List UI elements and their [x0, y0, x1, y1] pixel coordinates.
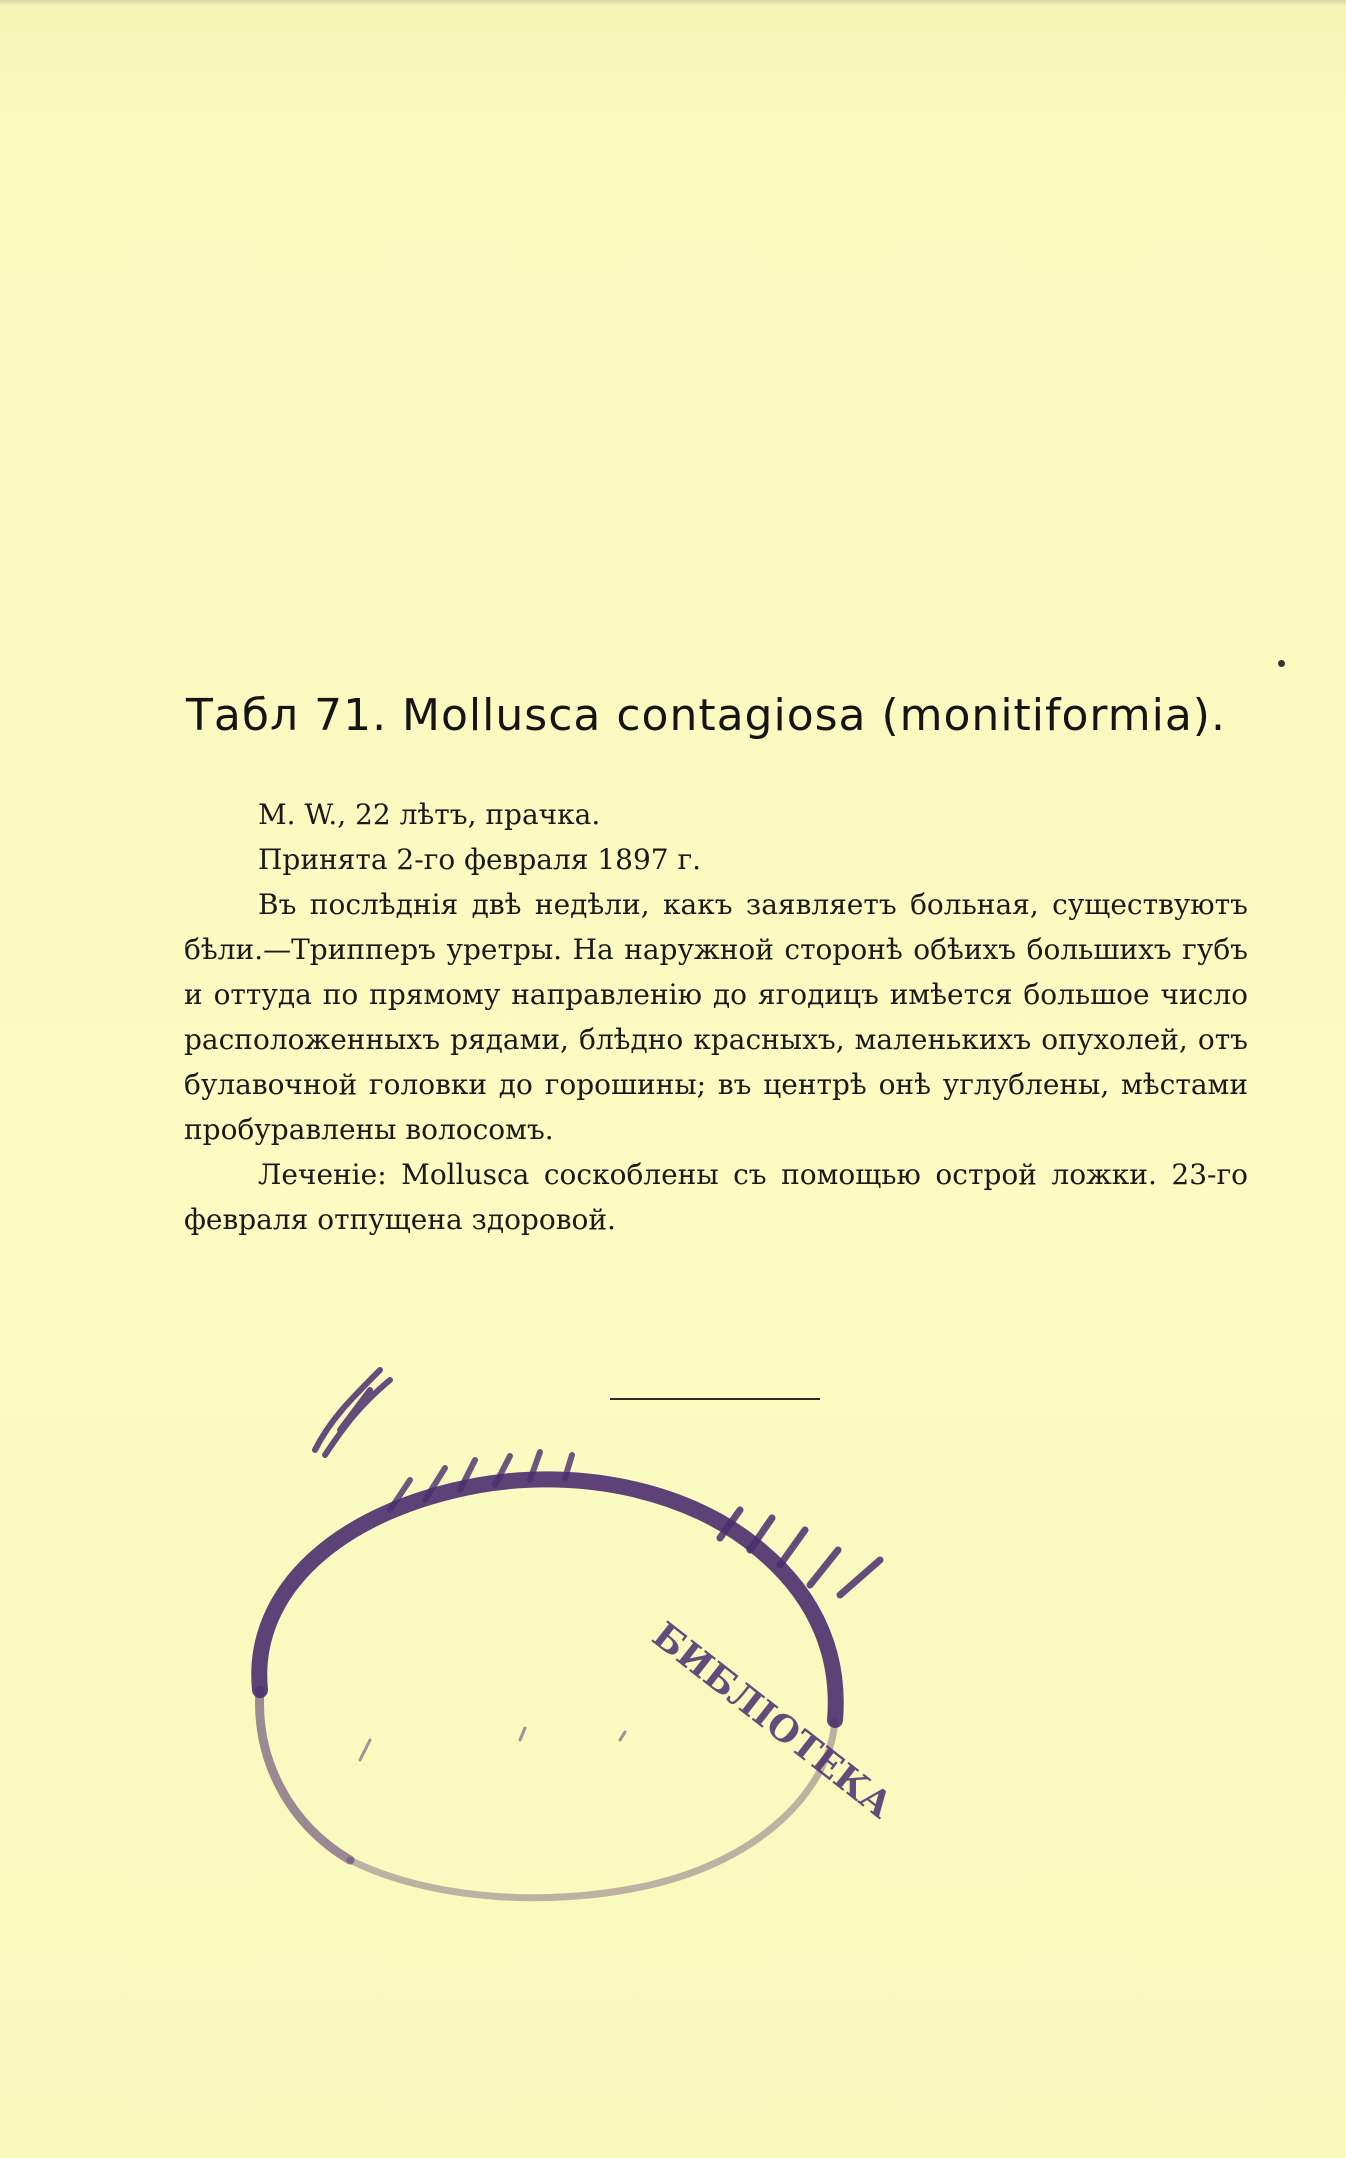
plate-title: Табл 71. Mollusca contagiosa (monitiformia).: [186, 690, 1226, 741]
stamp-text: БИБЛIОТЕКА: [644, 1613, 901, 1827]
page-top-edge: [0, 0, 1346, 6]
ink-speck: [1278, 660, 1285, 667]
admission-line: Принята 2-го февраля 1897 г.: [258, 843, 702, 876]
library-stamp: [220, 1360, 980, 2060]
case-description: [184, 792, 1248, 1242]
findings-paragraph: Въ послѣднія двѣ недѣли, какъ заявляетъ больная, существуютъ бѣли.—Трипперъ уретры. На наружной сторонѣ обѣихъ большихъ губъ и оттуда по прямому направленію до ягодицъ имѣется большое число расположенныхъ рядами, блѣдно красныхъ, маленькихъ опухолей, отъ булавочной головки до горошины; въ центрѣ онѣ углублены, мѣстами пробуравлены волосомъ.: [184, 888, 1248, 1146]
patient-line: M. W., 22 лѣтъ, прачка.: [258, 798, 601, 831]
treatment-paragraph: Леченіе: Mollusca соскоблены съ помощью острой ложки. 23-го февраля отпущена здоровой.: [184, 1158, 1248, 1236]
